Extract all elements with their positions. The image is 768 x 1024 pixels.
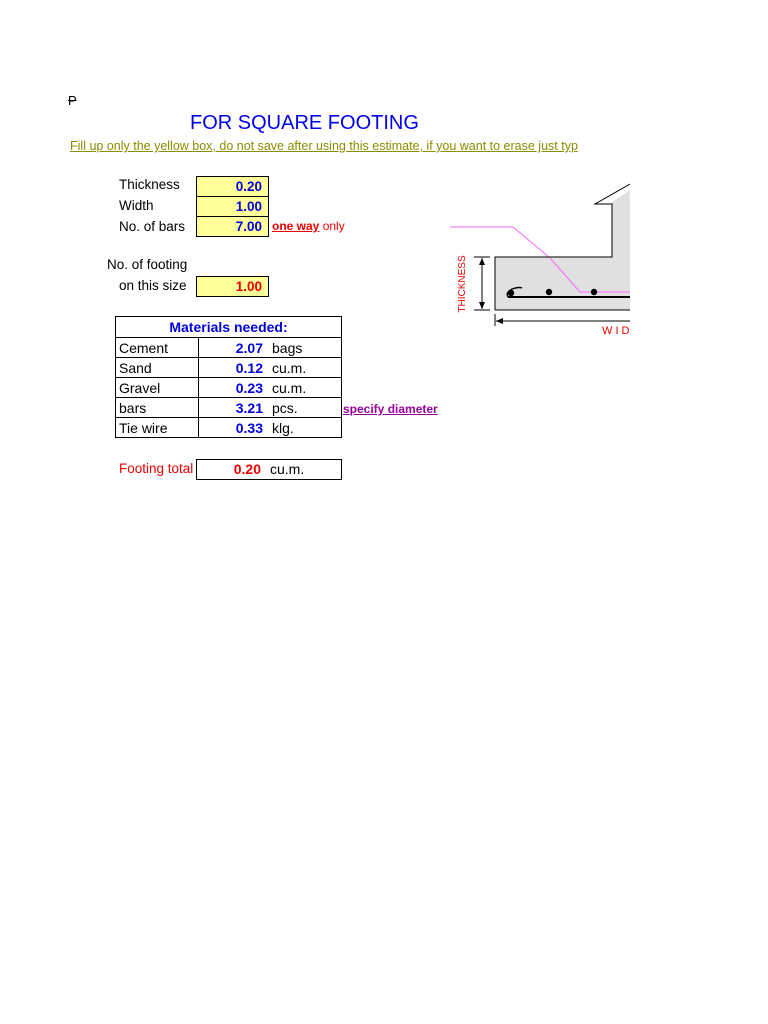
table-row bbox=[116, 338, 342, 358]
table-row bbox=[116, 418, 342, 438]
leader-line-diagonal bbox=[513, 227, 550, 258]
width-dim-label: W I D bbox=[602, 325, 630, 337]
material-name: bars bbox=[116, 398, 199, 418]
materials-header-row bbox=[116, 317, 342, 338]
rebar-dot bbox=[546, 289, 552, 295]
material-unit: pcs. bbox=[272, 398, 342, 418]
footing-total-unit: cu.m. bbox=[270, 461, 305, 477]
material-value: 3.21 bbox=[199, 398, 273, 418]
table-row bbox=[116, 358, 342, 378]
materials-table bbox=[115, 316, 342, 438]
material-name: Gravel bbox=[116, 378, 199, 398]
thickness-label: Thickness bbox=[119, 177, 180, 192]
specify-diameter-link[interactable]: specify diameter bbox=[343, 402, 438, 416]
footing-count-label-2: on this size bbox=[119, 278, 187, 293]
arrow-left-icon bbox=[496, 318, 503, 324]
material-unit: klg. bbox=[272, 418, 342, 438]
footing-total-value: 0.20 bbox=[233, 461, 261, 477]
material-value: 0.12 bbox=[199, 358, 273, 378]
arrow-down-icon bbox=[479, 302, 485, 309]
material-value: 2.07 bbox=[199, 338, 273, 358]
one-way-note bbox=[272, 219, 345, 233]
width-input[interactable]: 1.00 bbox=[196, 196, 269, 217]
material-unit: cu.m. bbox=[272, 378, 342, 398]
arrow-up-icon bbox=[479, 258, 485, 265]
one-way-text: one way bbox=[272, 219, 320, 233]
material-name: Sand bbox=[116, 358, 199, 378]
bars-input[interactable]: 7.00 bbox=[196, 216, 269, 237]
only-text: only bbox=[322, 219, 345, 233]
table-row bbox=[116, 398, 342, 418]
page-title: FOR SQUARE FOOTING bbox=[190, 112, 419, 134]
footing-count-input[interactable]: 1.00 bbox=[196, 276, 269, 297]
header-mark: P bbox=[68, 93, 77, 108]
thickness-input[interactable]: 0.20 bbox=[196, 176, 269, 197]
material-name: Tie wire bbox=[116, 418, 199, 438]
footing-total-label: Footing total bbox=[119, 461, 194, 476]
footing-total-box bbox=[196, 459, 342, 480]
rebar-dot bbox=[508, 290, 514, 296]
footing-diagram bbox=[450, 180, 630, 340]
material-name: Cement bbox=[116, 338, 199, 358]
material-unit: cu.m. bbox=[272, 358, 342, 378]
bars-label: No. of bars bbox=[119, 219, 186, 234]
material-unit: bags bbox=[272, 338, 342, 358]
material-value: 0.23 bbox=[199, 378, 273, 398]
thickness-dim-label: THICKNESS bbox=[457, 255, 468, 313]
rebar-dot bbox=[591, 289, 597, 295]
footing-count-label-1: No. of footing bbox=[107, 257, 188, 272]
material-value: 0.33 bbox=[199, 418, 273, 438]
materials-header: Materials needed: bbox=[116, 317, 342, 338]
width-label: Width bbox=[119, 198, 154, 213]
table-row bbox=[116, 378, 342, 398]
instruction-text: Fill up only the yellow box, do not save after using this estimate, if you want to erase just typ bbox=[70, 139, 578, 153]
